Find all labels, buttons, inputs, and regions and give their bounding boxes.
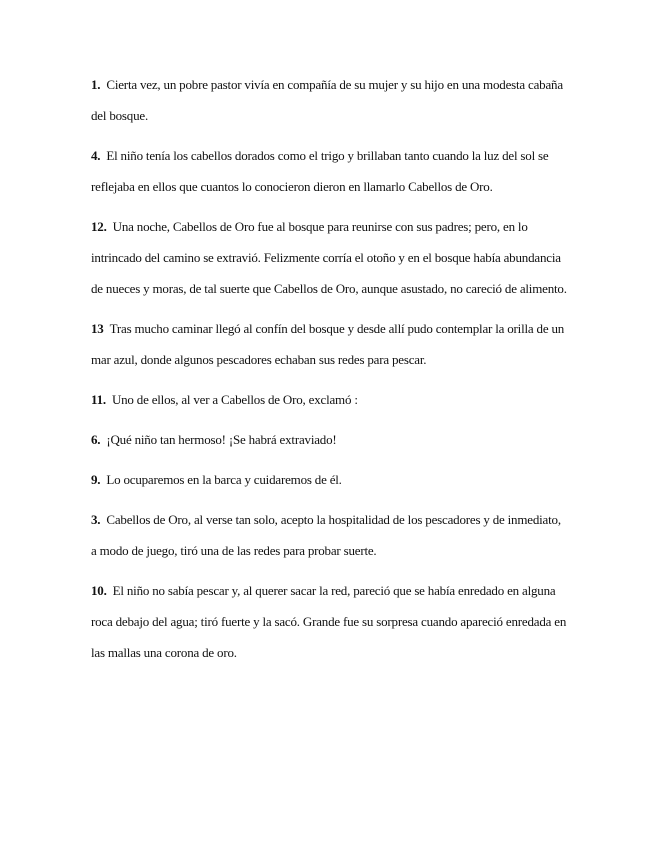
paragraph-3 [91,211,567,304]
paragraph-number: 10. [91,583,107,598]
paragraph-text: Una noche, Cabellos de Oro fue al bosque para reunirse con sus padres; pero, en lo intrincado del camino se extravió. Felizmente corría el otoño y en el bosque había abundancia de nueces y moras, de tal suerte que Cabellos de Oro, aunque asustado, no careció de alimento. [91,219,567,296]
paragraph-text: El niño no sabía pescar y, al querer sacar la red, pareció que se había enredado en alguna roca debajo del agua; tiró fuerte y la sacó. Grande fue su sorpresa cuando apareció enredada en las mallas una corona de oro. [91,583,567,660]
paragraph-text: Lo ocuparemos en la barca y cuidaremos de él. [106,472,342,487]
paragraph-8 [91,504,567,566]
paragraph-text: Cabellos de Oro, al verse tan solo, acepto la hospitalidad de los pescadores y de inmediato, a modo de juego, tiró una de las redes para probar suerte. [91,512,561,558]
paragraph-1 [91,69,567,131]
paragraph-number: 13 [91,321,104,336]
paragraph-number: 12. [91,219,107,234]
paragraph-text: Cierta vez, un pobre pastor vivía en compañía de su mujer y su hijo en una modesta cabaña del bosque. [91,77,563,123]
paragraph-7 [91,464,567,495]
paragraph-9 [91,575,567,668]
paragraph-text: Tras mucho caminar llegó al confín del bosque y desde allí pudo contemplar la orilla de un mar azul, donde algunos pescadores echaban sus redes para pescar. [91,321,565,367]
paragraph-number: 11. [91,392,106,407]
paragraph-text: Uno de ellos, al ver a Cabellos de Oro, exclamó : [111,392,358,407]
paragraph-number: 4. [91,148,101,163]
paragraph-4 [91,313,567,375]
paragraph-6 [91,424,567,455]
paragraph-number: 3. [91,512,101,527]
paragraph-2 [91,140,567,202]
paragraph-number: 9. [91,472,101,487]
paragraph-5 [91,384,567,415]
paragraph-number: 1. [91,77,101,92]
paragraph-number: 6. [91,432,101,447]
paragraph-text: ¡Qué niño tan hermoso! ¡Se habrá extraviado! [106,432,337,447]
paragraph-text: El niño tenía los cabellos dorados como el trigo y brillaban tanto cuando la luz del sol se reflejaba en ellos que cuantos lo conocieron dieron en llamarlo Cabellos de Oro. [91,148,549,194]
